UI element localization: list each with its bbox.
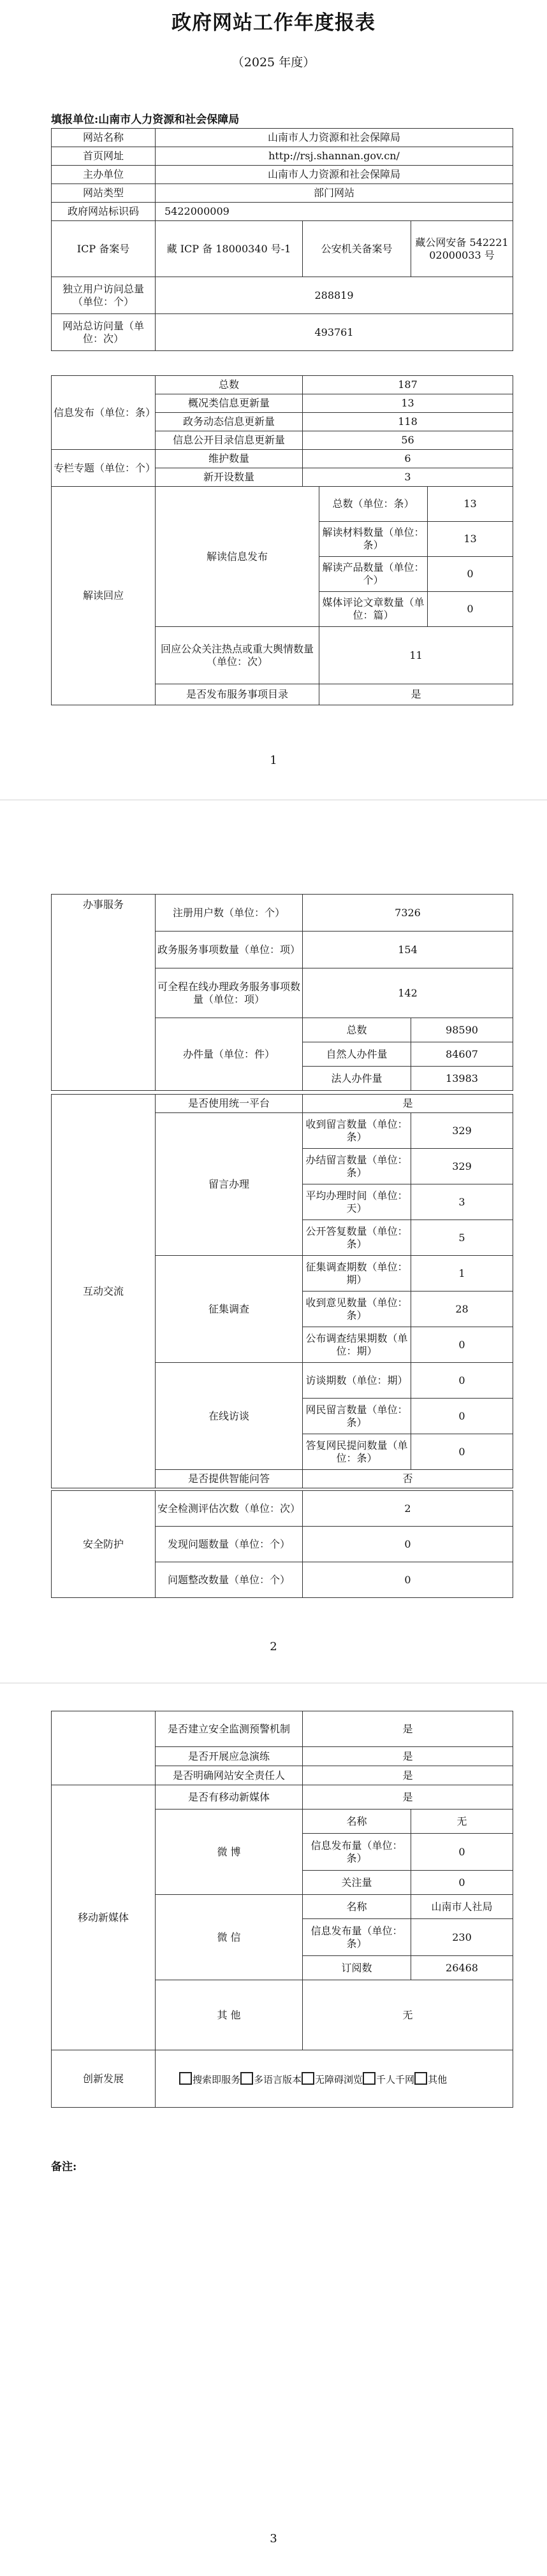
cell-label: 网站名称 xyxy=(52,129,156,147)
cell-value: 0 xyxy=(411,1327,513,1363)
cell-label: 公安机关备案号 xyxy=(303,221,411,277)
cell-value: 230 xyxy=(411,1919,513,1956)
cell-label: 问题整改数量（单位：个） xyxy=(156,1562,303,1598)
cell-label: 主办单位 xyxy=(52,166,156,184)
cell-value: 藏公网安备 54222102000033 号 xyxy=(411,221,513,277)
sub-label: 留言办理 xyxy=(156,1113,303,1256)
cell-value: 是 xyxy=(303,1095,513,1113)
cell-label: 收到意见数量（单位：条） xyxy=(303,1292,411,1327)
cell-label: 是否有移动新媒体 xyxy=(156,1785,303,1810)
notes-label: 备注: xyxy=(51,2161,77,2173)
cell-label: 平均办理时间（单位：天） xyxy=(303,1184,411,1220)
cell-value: 部门网站 xyxy=(156,184,513,203)
cell-label: 媒体评论文章数量（单位：篇） xyxy=(319,592,428,627)
checkbox-personalized[interactable]: 千人千网 xyxy=(363,2074,414,2085)
cell-value: 118 xyxy=(303,413,513,431)
innovation-table xyxy=(51,2050,513,2108)
section-label: 办事服务 xyxy=(52,895,156,1091)
cell-label: 名称 xyxy=(303,1810,411,1834)
cell-value: 5 xyxy=(411,1220,513,1256)
cell-label: 办结留言数量（单位：条） xyxy=(303,1149,411,1184)
cell-label: 政府网站标识码 xyxy=(52,203,156,221)
sub-label: 征集调查 xyxy=(156,1256,303,1363)
cell-label: 解读产品数量（单位：个） xyxy=(319,557,428,592)
cell-label: 安全检测评估次数（单位：次） xyxy=(156,1491,303,1527)
cell-label: 发现问题数量（单位：个） xyxy=(156,1527,303,1562)
cell-label: 总数（单位：条） xyxy=(319,487,428,522)
cell-value: 288819 xyxy=(156,277,513,314)
cell-value: 13 xyxy=(428,487,513,522)
cell-value: 0 xyxy=(411,1363,513,1399)
section-label: 互动交流 xyxy=(52,1095,156,1488)
cell-value: 是 xyxy=(319,684,513,705)
cell-value: 是 xyxy=(303,1747,513,1766)
sub-label: 微 博 xyxy=(156,1810,303,1895)
cell-label: 维护数量 xyxy=(156,450,303,468)
cell-value: 84607 xyxy=(411,1042,513,1067)
cell-value: 142 xyxy=(303,968,513,1018)
page-number: 1 xyxy=(270,754,277,767)
filling-unit: 填报单位:山南市人力资源和社会保障局 xyxy=(51,113,240,126)
cell-label: 总数 xyxy=(156,376,303,394)
cell-value: 329 xyxy=(411,1149,513,1184)
cell-label: 是否使用统一平台 xyxy=(156,1095,303,1113)
cell-value: 187 xyxy=(303,376,513,394)
cell-value: 1 xyxy=(411,1256,513,1292)
cell-label: 注册用户数（单位：个） xyxy=(156,895,303,932)
cell-value: 3 xyxy=(411,1184,513,1220)
cell-value: 无 xyxy=(411,1810,513,1834)
cell-label: 法人办件量 xyxy=(303,1067,411,1091)
cell-value: 26468 xyxy=(411,1956,513,1980)
cell-value: 山南市人社局 xyxy=(411,1895,513,1919)
security-extra-table xyxy=(51,1711,513,1785)
cell-label: 是否建立安全监测预警机制 xyxy=(156,1711,303,1747)
cell-value: 无 xyxy=(303,1980,513,2050)
page-2 xyxy=(0,800,547,1683)
cell-value: 493761 xyxy=(156,314,513,351)
checkbox-icon xyxy=(414,2072,427,2085)
checkbox-icon xyxy=(179,2072,192,2085)
interpret-table xyxy=(51,486,513,705)
cell-label: 政务服务事项数量（单位：项） xyxy=(156,932,303,968)
cell-value: 13 xyxy=(428,522,513,557)
cell-value: 山南市人力资源和社会保障局 xyxy=(156,166,513,184)
checkbox-accessibility[interactable]: 无障碍浏览 xyxy=(302,2074,363,2085)
cell-label: 总数 xyxy=(303,1018,411,1042)
checkbox-multilingual[interactable]: 多语言版本 xyxy=(240,2074,302,2085)
cell-label: 是否开展应急演练 xyxy=(156,1747,303,1766)
cell-label: 独立用户访问总量（单位：个） xyxy=(52,277,156,314)
section-label xyxy=(52,1711,156,1785)
cell-value: 154 xyxy=(303,932,513,968)
cell-label: 自然人办件量 xyxy=(303,1042,411,1067)
report-year: （2025 年度） xyxy=(231,55,316,69)
cell-value: 0 xyxy=(411,1871,513,1895)
checkbox-search-service[interactable]: 搜索即服务 xyxy=(179,2074,240,2085)
checkbox-other[interactable]: 其他 xyxy=(414,2074,447,2085)
cell-label: 信息发布量（单位：条） xyxy=(303,1919,411,1956)
basic-info-table xyxy=(51,128,513,351)
sub-label: 在线访谈 xyxy=(156,1363,303,1470)
section-label: 信息发布（单位：条） xyxy=(52,376,156,450)
report-title: 政府网站工作年度报表 xyxy=(171,11,376,34)
mobile-media-table xyxy=(51,1785,513,2050)
checkbox-icon xyxy=(240,2072,253,2085)
cell-value: 11 xyxy=(319,627,513,684)
page-3 xyxy=(0,1683,547,2576)
cell-value: 0 xyxy=(411,1399,513,1434)
interaction-table xyxy=(51,1094,513,1488)
cell-value: 3 xyxy=(303,468,513,487)
cell-label: 概况类信息更新量 xyxy=(156,394,303,413)
cell-label: 首页网址 xyxy=(52,147,156,166)
cell-label: 征集调查期数（单位：期） xyxy=(303,1256,411,1292)
cell-label: 关注量 xyxy=(303,1871,411,1895)
checkbox-icon xyxy=(302,2072,314,2085)
cell-value: http://rsj.shannan.gov.cn/ xyxy=(156,147,513,166)
cell-label: 政务动态信息更新量 xyxy=(156,413,303,431)
cell-value: 0 xyxy=(428,557,513,592)
security-table xyxy=(51,1490,513,1598)
cell-value: 5422000009 xyxy=(156,203,513,221)
page-1 xyxy=(0,0,547,800)
cell-value: 0 xyxy=(428,592,513,627)
cell-value: 6 xyxy=(303,450,513,468)
cell-value: 0 xyxy=(303,1527,513,1562)
cell-label: 订阅数 xyxy=(303,1956,411,1980)
sub-label: 解读信息发布 xyxy=(156,487,319,627)
cell-value: 山南市人力资源和社会保障局 xyxy=(156,129,513,147)
cell-label: 答复网民提问数量（单位：条） xyxy=(303,1434,411,1470)
cell-label: 收到留言数量（单位：条） xyxy=(303,1113,411,1149)
cell-label: 新开设数量 xyxy=(156,468,303,487)
cell-value: 56 xyxy=(303,431,513,450)
cell-value: 0 xyxy=(411,1834,513,1871)
cell-value: 藏 ICP 备 18000340 号-1 xyxy=(156,221,303,277)
cell-label: 可全程在线办理政务服务事项数量（单位：项） xyxy=(156,968,303,1018)
cell-label: 网站总访问量（单位：次） xyxy=(52,314,156,351)
section-label: 创新发展 xyxy=(52,2050,156,2108)
cell-label: 是否明确网站安全责任人 xyxy=(156,1766,303,1785)
cell-value: 0 xyxy=(303,1562,513,1598)
cell-value: 7326 xyxy=(303,895,513,932)
cell-value: 是 xyxy=(303,1785,513,1810)
section-label: 安全防护 xyxy=(52,1491,156,1598)
cell-label: 回应公众关注热点或重大舆情数量（单位：次） xyxy=(156,627,319,684)
cell-label: 公布调查结果期数（单位：期） xyxy=(303,1327,411,1363)
cell-value: 28 xyxy=(411,1292,513,1327)
section-label: 专栏专题（单位：个） xyxy=(52,450,156,487)
cell-label: 名称 xyxy=(303,1895,411,1919)
checkbox-icon xyxy=(363,2072,376,2085)
cell-label: 信息发布量（单位：条） xyxy=(303,1834,411,1871)
innovation-options xyxy=(156,2050,513,2108)
cell-label: 网站类型 xyxy=(52,184,156,203)
services-table xyxy=(51,894,513,1091)
cell-value: 98590 xyxy=(411,1018,513,1042)
cell-label: ICP 备案号 xyxy=(52,221,156,277)
cell-value: 13 xyxy=(303,394,513,413)
cell-label: 信息公开目录信息更新量 xyxy=(156,431,303,450)
info-release-table xyxy=(51,375,513,487)
cell-value: 是 xyxy=(303,1766,513,1785)
page-number: 3 xyxy=(270,2532,277,2545)
cell-label: 是否发布服务事项目录 xyxy=(156,684,319,705)
cell-value: 329 xyxy=(411,1113,513,1149)
cell-label: 网民留言数量（单位：条） xyxy=(303,1399,411,1434)
cell-value: 2 xyxy=(303,1491,513,1527)
cell-value: 0 xyxy=(411,1434,513,1470)
cell-label: 解读材料数量（单位：条） xyxy=(319,522,428,557)
cell-value: 是 xyxy=(303,1711,513,1747)
section-label: 解读回应 xyxy=(52,487,156,705)
cell-label: 是否提供智能问答 xyxy=(156,1470,303,1488)
cell-value: 否 xyxy=(303,1470,513,1488)
sub-label: 办件量（单位：件） xyxy=(156,1018,303,1091)
section-label: 移动新媒体 xyxy=(52,1785,156,2050)
cell-label: 公开答复数量（单位：条） xyxy=(303,1220,411,1256)
sub-label: 微 信 xyxy=(156,1895,303,1980)
cell-label: 访谈期数（单位：期） xyxy=(303,1363,411,1399)
sub-label: 其 他 xyxy=(156,1980,303,2050)
cell-value: 13983 xyxy=(411,1067,513,1091)
page-number: 2 xyxy=(270,1640,277,1653)
